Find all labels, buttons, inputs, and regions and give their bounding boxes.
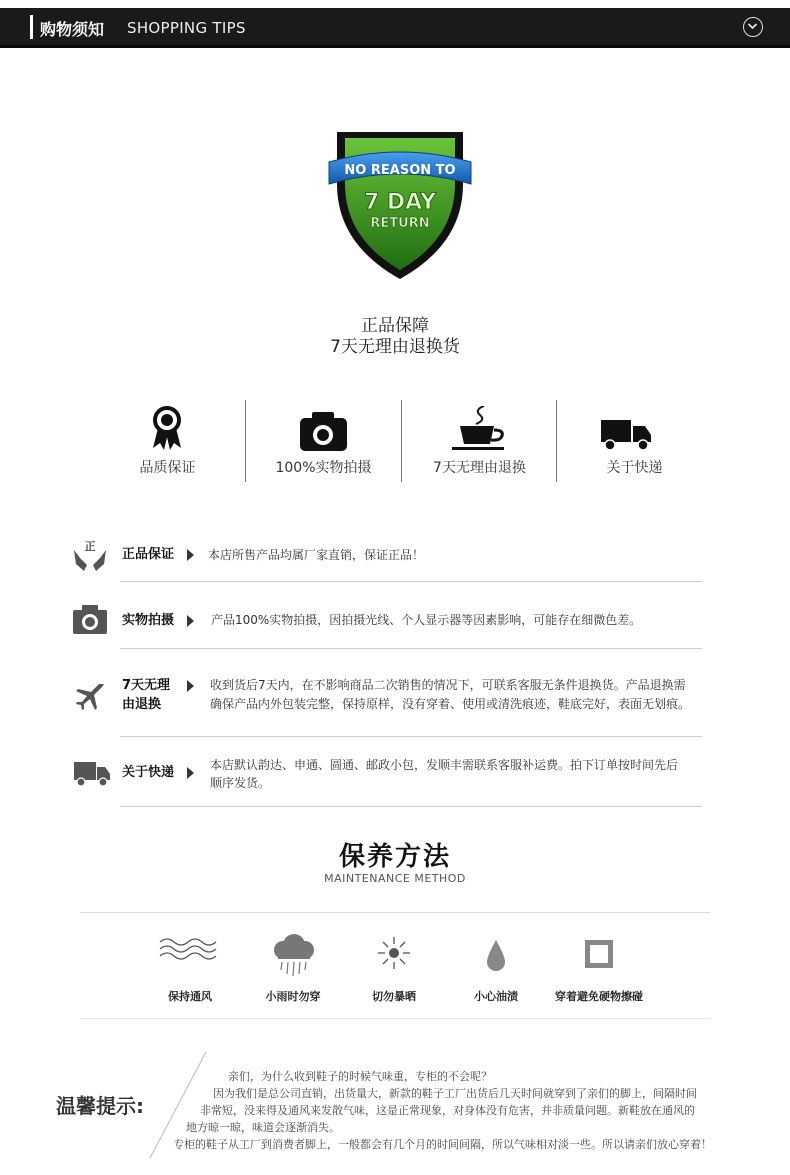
award-ribbon-icon — [90, 406, 245, 450]
maintenance-title: 保养方法 — [338, 842, 451, 872]
tips-line: 专柜的鞋子从工厂到消费者脚上，一般都会有几个月的时间间隔，所以气味相对淡一些。所以请亲们放心穿着！ — [173, 1138, 712, 1151]
header-accent-bar — [30, 15, 33, 39]
badge-line3: RETURN — [370, 216, 430, 231]
svg-text:正: 正 — [84, 540, 96, 553]
feature-photo — [246, 400, 401, 482]
coffee-cup-icon — [402, 406, 557, 450]
policy-name-line2: 由退换 — [122, 697, 162, 712]
oil-drop-icon — [441, 930, 551, 980]
divider — [120, 648, 702, 649]
tips-line: 因为我们是总公司直销，出货量大，新款的鞋子工厂出货后几天时间就穿到了亲们的脚上，间隔时间 — [213, 1087, 697, 1100]
policy-return — [70, 675, 710, 737]
section-header — [0, 8, 790, 48]
feature-row — [90, 400, 710, 482]
badge-line1: NO REASON TO — [344, 163, 456, 178]
guarantee-line1: 正品保障 — [361, 316, 429, 336]
airplane-icon — [74, 681, 106, 717]
seven-day-return-badge — [325, 124, 475, 288]
care-oil — [441, 930, 551, 1004]
policy-name-line1: 7天无理 — [122, 678, 171, 693]
maintenance-subtitle: MAINTENANCE METHOD — [324, 872, 466, 885]
badge-line2: 7 DAY — [363, 190, 437, 215]
care-label: 小心油渍 — [474, 990, 518, 1003]
square-frame-icon — [539, 930, 659, 980]
tips-line: 地方晾一晾，味道会逐渐消失。 — [186, 1121, 340, 1134]
feature-label: 7天无理由退换 — [433, 460, 526, 476]
policy-desc-line2: 顺序发货。 — [210, 776, 271, 790]
guarantee-line2: 7天无理由退换货 — [330, 337, 460, 357]
chevron-down-circle-icon[interactable] — [743, 17, 763, 37]
policy-desc-line2: 确保产品内外包装完整，保持原样，没有穿着、使用或清洗痕迹，鞋底完好，表面无划痕。 — [210, 697, 691, 711]
policy-name: 实物拍摄 — [122, 613, 175, 628]
care-label: 保持通风 — [168, 990, 212, 1003]
tips-title: 温馨提示: — [56, 1094, 144, 1118]
feature-label: 品质保证 — [139, 460, 196, 476]
policy-photo — [70, 603, 710, 653]
divider — [80, 1018, 710, 1019]
truck-icon — [73, 760, 111, 792]
policy-desc: 产品100%实物拍摄，因拍摄光线、个人显示器等因素影响，可能存在细微色差。 — [211, 613, 642, 627]
feature-return — [402, 400, 557, 482]
tips-line: 非常短，没来得及通风来发散气味，这是正常现象，对身体没有危害，并非质量问题。新鞋放在通风的 — [200, 1104, 695, 1117]
policy-desc-line1: 本店默认韵达、申通、圆通、邮政小包，发顺丰需联系客服补运费。拍下订单按时间先后 — [210, 758, 679, 772]
truck-icon — [557, 406, 712, 450]
hands-genuine-icon — [70, 538, 110, 578]
sun-icon — [339, 930, 449, 980]
arrow-right-icon — [187, 549, 194, 561]
policy-delivery — [70, 756, 710, 808]
care-scratch — [539, 930, 659, 1004]
wind-waves-icon — [135, 930, 245, 980]
header-title: 购物须知 — [40, 20, 105, 39]
feature-label: 关于快递 — [606, 460, 663, 476]
arrow-right-icon — [187, 767, 194, 779]
care-label: 穿着避免硬物擦碰 — [555, 990, 643, 1003]
divider — [80, 912, 710, 913]
camera-icon — [72, 603, 108, 639]
arrow-right-icon — [187, 615, 194, 627]
divider — [120, 736, 702, 737]
feature-label: 100%实物拍摄 — [275, 460, 372, 476]
policy-name: 正品保证 — [122, 547, 175, 562]
policy-name: 关于快递 — [122, 765, 175, 780]
feature-delivery — [557, 400, 712, 482]
policy-genuine — [70, 538, 710, 588]
care-label: 切勿暴晒 — [372, 990, 416, 1003]
divider — [120, 806, 702, 807]
care-sun — [339, 930, 449, 1004]
arrow-right-icon — [187, 680, 194, 692]
feature-quality — [90, 400, 245, 482]
policy-desc: 本店所售产品均属厂家直销，保证正品！ — [208, 548, 425, 562]
care-rain — [238, 930, 348, 1004]
tips-line: 亲们，为什么收到鞋子的时候气味重，专柜的不会呢？ — [228, 1070, 492, 1083]
policy-desc-line1: 收到货后7天内，在不影响商品二次销售的情况下，可联系客服无条件退换货。产品退换需 — [210, 678, 686, 692]
rain-cloud-icon — [238, 930, 348, 980]
divider — [120, 581, 702, 582]
care-label: 小雨时勿穿 — [265, 990, 321, 1003]
camera-icon — [246, 406, 401, 450]
header-subtitle: SHOPPING TIPS — [127, 19, 246, 37]
care-ventilate — [135, 930, 245, 1004]
